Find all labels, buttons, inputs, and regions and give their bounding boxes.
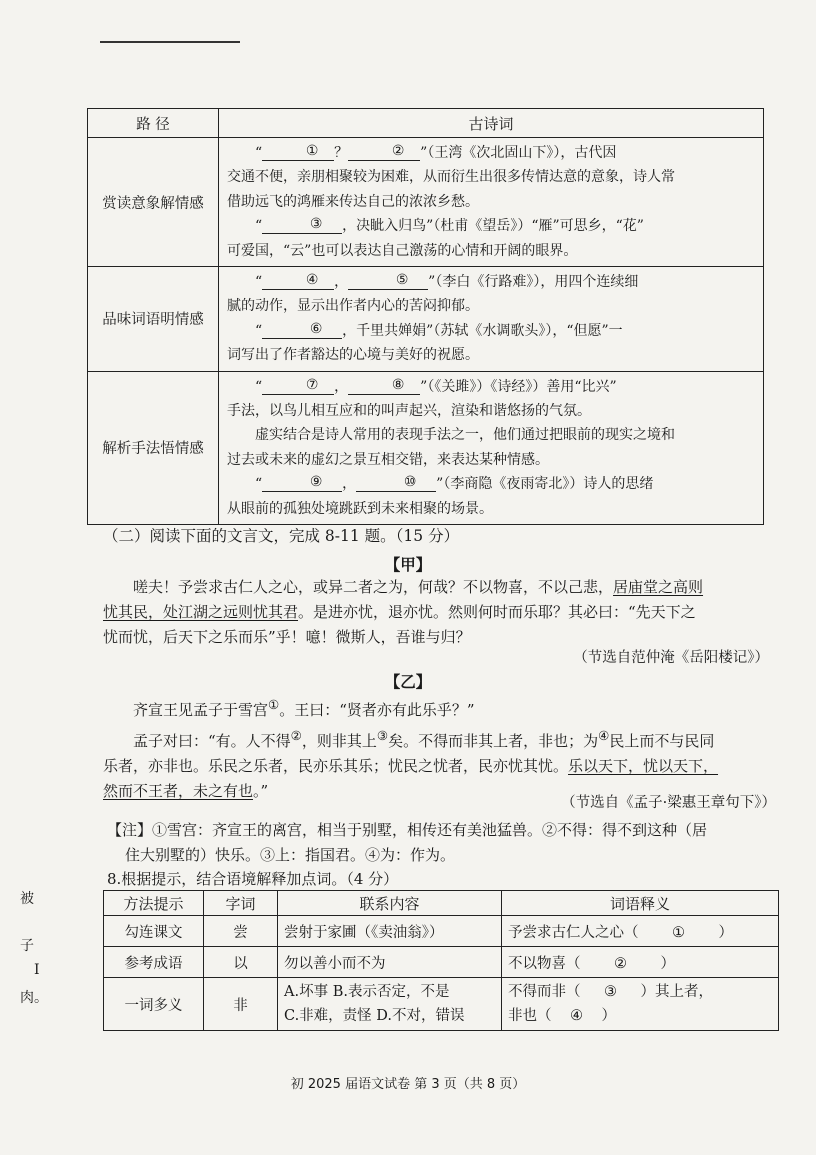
poem-line: “ ④ ， ⑤ ”（李白《行路难》），用四个连续细	[255, 272, 639, 291]
passage-jia-source: （节选自范仲淹《岳阳楼记》）	[573, 650, 769, 666]
table-row	[88, 138, 764, 267]
underlined-text: 忧其民，处江湖之远则忧其君	[103, 603, 299, 621]
margin-text: 被	[20, 891, 34, 907]
answer-blank[interactable]: ⑥	[262, 320, 342, 339]
poem-line: “ ⑥ ，千里共婵娟”（苏轼《水调歌头》），“但愿”一	[255, 320, 623, 339]
answer-blank[interactable]: ④	[570, 1008, 583, 1024]
table-row	[88, 371, 764, 524]
answer-blank[interactable]: ③	[262, 215, 342, 234]
page-footer: 初 2025 届语文试卷 第 3 页（共 8 页）	[290, 1077, 526, 1092]
margin-text: 肉。	[20, 990, 48, 1006]
footnote-mark: ②	[290, 728, 302, 743]
underlined-text: 然而不王者，未之有也	[103, 782, 254, 800]
underlined-text: 居庙堂之高则	[613, 578, 704, 596]
footnote-mark: ③	[376, 728, 389, 743]
header-meaning: 词语释义	[502, 891, 779, 916]
poem-line: “ ⑨ ， ⑩ ”（李商隐《夜雨寄北》）诗人的思绪	[255, 474, 654, 493]
passage-yi-title: 【乙】	[384, 672, 432, 691]
poem-line: 从眼前的孤独处境跳跃到未来相聚的场景。	[227, 500, 493, 517]
answer-blank[interactable]: ①	[262, 142, 334, 161]
row-label: 赏读意象解情感	[88, 138, 219, 267]
annotation-note: 【注】①雪宫：齐宣王的离宫，相当于别墅，相传还有美池猛兽。②不得：得不到这种（居 住大别墅的）快乐。③上：指国君。④为：作为。	[107, 821, 708, 864]
poem-line: “ ③ ，决眦入归鸟”（杜甫《望岳》）“雁”可思乡，“花”	[255, 216, 644, 235]
question-8-title: 8.根据提示，结合语境解释加点词。（4 分）	[107, 870, 399, 888]
answer-blank[interactable]: ④	[262, 271, 334, 290]
header-method: 方法提示	[104, 891, 204, 916]
answer-blank[interactable]: ①	[672, 924, 685, 941]
table-row: 一词多义 非 A.坏事 B.表示否定，不是 C.非难，责怪 D.不对，错误 不得而非（ ③ ）其上者， 非也（ ④ ）	[104, 978, 779, 1031]
table-row	[88, 267, 764, 372]
answer-blank[interactable]: ⑩	[356, 473, 436, 492]
header-poetry: 古诗词	[219, 109, 764, 138]
footnote-mark: ④	[598, 728, 610, 743]
row-content	[219, 267, 764, 372]
poem-line: “ ① ？ ② ”（王湾《次北固山下》），古代因	[255, 143, 617, 161]
poem-line: 交通不便，亲朋相聚较为困难，从而衍生出很多传情达意的意象，诗人常	[227, 169, 675, 186]
poem-line: 腻的动作，显示出作者内心的苦闷抑郁。	[227, 298, 479, 315]
table-row: 勾连课文 尝 尝射于家圃（《卖油翁》） 予尝求古仁人之心（ ① ）	[104, 916, 779, 947]
section-heading: （二）阅读下面的文言文，完成 8-11 题。（15 分）	[103, 527, 460, 545]
poem-line: 词写出了作者豁达的心境与美好的祝愿。	[227, 347, 479, 364]
poem-line: 借助远飞的鸿雁来传达自己的浓浓乡愁。	[227, 193, 479, 210]
row-label: 品味词语明情感	[88, 267, 219, 372]
header-word: 字词	[204, 891, 278, 916]
answer-blank[interactable]: ⑤	[348, 271, 428, 290]
header-context: 联系内容	[278, 891, 502, 916]
table-row: 参考成语 以 勿以善小而不为 不以物喜（ ② ）	[104, 947, 779, 978]
passage-jia: 嗟夫！予尝求古仁人之心，或异二者之为，何哉？不以物喜，不以己悲，居庙堂之高则 忧其民，处江湖之远则忧其君。是进亦忧，退亦忧。然则何时而乐耶？其必曰：“先天下之 忧而忧，后天下之乐而乐”乎！噫！微斯人，吾谁与归？	[103, 578, 704, 646]
answer-blank[interactable]: ②	[614, 955, 627, 972]
footnote-mark: ①	[268, 697, 280, 712]
header-rule	[100, 41, 240, 43]
row-content	[219, 138, 764, 267]
poem-line: “ ⑦ ， ⑧ ”（《关雎》）《诗经》）善用“比兴”	[255, 376, 617, 395]
answer-blank[interactable]: ②	[348, 142, 420, 161]
margin-text: I	[34, 962, 40, 978]
poem-line: 虚实结合是诗人常用的表现手法之一，他们通过把眼前的现实之境和	[255, 427, 675, 444]
header-path: 路 径	[88, 109, 219, 138]
row-content	[219, 371, 764, 524]
word-explanation-table	[103, 890, 779, 1031]
poem-line: 手法，以鸟儿相互应和的叫声起兴，渲染和谐悠扬的气氛。	[227, 403, 591, 420]
underlined-text: 乐以天下，忧以天下，	[568, 757, 719, 775]
passage-yi: 齐宣王见孟子于雪宫①。王曰：“贤者亦有此乐乎？” 孟子对曰：“有。人不得②，则非其上③矣。不得而非其上者，非也；为④民上而不与民同 乐者，亦非也。乐民之乐者，民亦乐其乐；忧民之忧者，民亦忧其忧。乐以天下，忧以天下， 然而不王者，未之有也。”	[103, 697, 719, 800]
answer-blank[interactable]: ⑧	[348, 376, 420, 395]
poem-line: 可爱国，“云”也可以表达自己激荡的心情和开阔的眼界。	[227, 242, 578, 259]
answer-blank[interactable]: ③	[604, 984, 617, 1000]
passage-jia-title: 【甲】	[384, 555, 432, 574]
row-label: 解析手法悟情感	[88, 371, 219, 524]
poem-line: 过去或未来的虚幻之景互相交错，来表达某种情感。	[227, 451, 549, 468]
answer-blank[interactable]: ⑦	[262, 376, 334, 395]
poetry-table	[87, 108, 764, 525]
passage-yi-source: （节选自《孟子·梁惠王章句下》）	[561, 795, 776, 811]
margin-text: 子	[20, 938, 34, 954]
answer-blank[interactable]: ⑨	[262, 473, 342, 492]
